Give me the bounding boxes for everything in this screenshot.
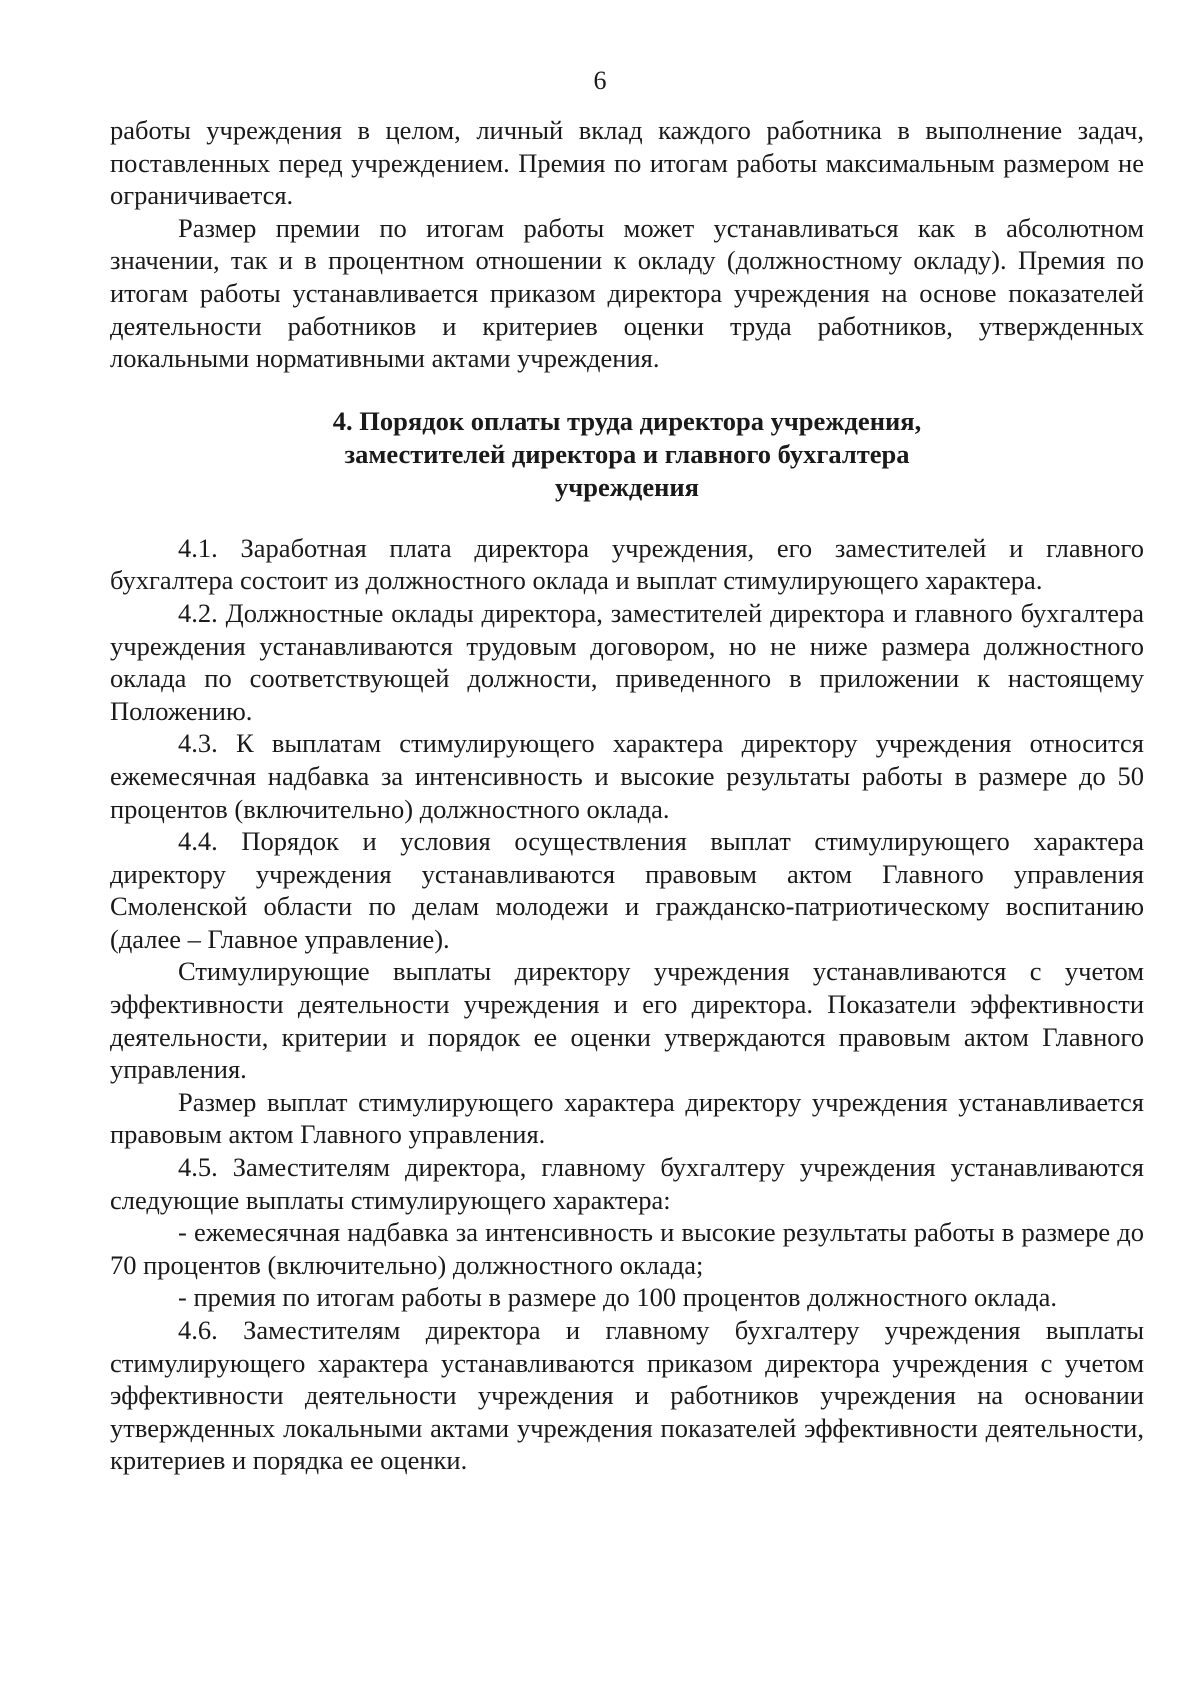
page-number: 6 (593, 66, 607, 95)
section-heading-line-3: учреждения (555, 471, 699, 502)
paragraph-continuation: работы учреждения в целом, личный вклад каждого работника в выполнение задач, поставленных перед учреждением. Премия по итогам работы максимальным размером не ограничивается. (110, 115, 1144, 211)
list-item-monthly-allowance: - ежемесячная надбавка за интенсивность и высокие результаты работы в размере до 70 процентов (включительно) должностного оклада; (110, 1217, 1144, 1280)
section-heading-line-1: 4. Порядок оплаты труда директора учреждения, (332, 405, 922, 436)
paragraph-4-4: 4.4. Порядок и условия осуществления выплат стимулирующего характера директору учреждения устанавливаются правовым актом Главного управления Смоленской области по делам молодежи и гражданско-патриотическому воспитанию (далее – Главное управление). (110, 826, 1144, 954)
paragraph-4-1: 4.1. Заработная плата директора учреждения, его заместителей и главного бухгалтера состоит из должностного оклада и выплат стимулирующего характера. (110, 532, 1144, 596)
paragraph-stimulus-efficiency: Стимулирующие выплаты директору учреждения устанавливаются с учетом эффективности деятельности учреждения и его директора. Показатели эффективности деятельности, критерии и порядок ее оценки утверждаются правовым актом Главного управления. (110, 956, 1144, 1085)
paragraph-bonus-size: Размер премии по итогам работы может устанавливаться как в абсолютном значении, так и в процентном отношении к окладу (должностному окладу). Премия по итогам работы устанавливается приказом директора учреждения на основе показателей деятельности работников и критериев оценки труда работников, утвержденных локальными нормативными актами учреждения. (110, 212, 1144, 374)
paragraph-4-3: 4.3. К выплатам стимулирующего характера директору учреждения относится ежемесячная надбавка за интенсивность и высокие результаты работы в размере до 50 процентов (включительно) должностного оклада. (110, 728, 1144, 824)
section-heading (110, 405, 1144, 504)
paragraph-4-6: 4.6. Заместителям директора и главному бухгалтеру учреждения выплаты стимулирующего характера устанавливаются приказом директора учреждения с учетом эффективности деятельности учреждения и работников учреждения на основании утвержденных локальными актами учреждения показателей эффективности деятельности, критериев и порядка ее оценки. (110, 1315, 1144, 1476)
list-item-bonus: - премия по итогам работы в размере до 100 процентов должностного оклада. (178, 1282, 1057, 1313)
paragraph-stimulus-size: Размер выплат стимулирующего характера директору учреждения устанавливается правовым актом Главного управления. (110, 1086, 1144, 1150)
section-heading-line-2: заместителей директора и главного бухгалтера (344, 438, 910, 469)
paragraph-4-5: 4.5. Заместителям директора, главному бухгалтеру учреждения устанавливаются следующие выплаты стимулирующего характера: (110, 1152, 1144, 1215)
paragraph-4-2: 4.2. Должностные оклады директора, заместителей директора и главного бухгалтера учреждения устанавливаются трудовым договором, но не ниже размера должностного оклада по соответствующей должности, приведенного в приложении к настоящему Положению. (110, 597, 1144, 726)
document-body (110, 114, 1144, 1477)
